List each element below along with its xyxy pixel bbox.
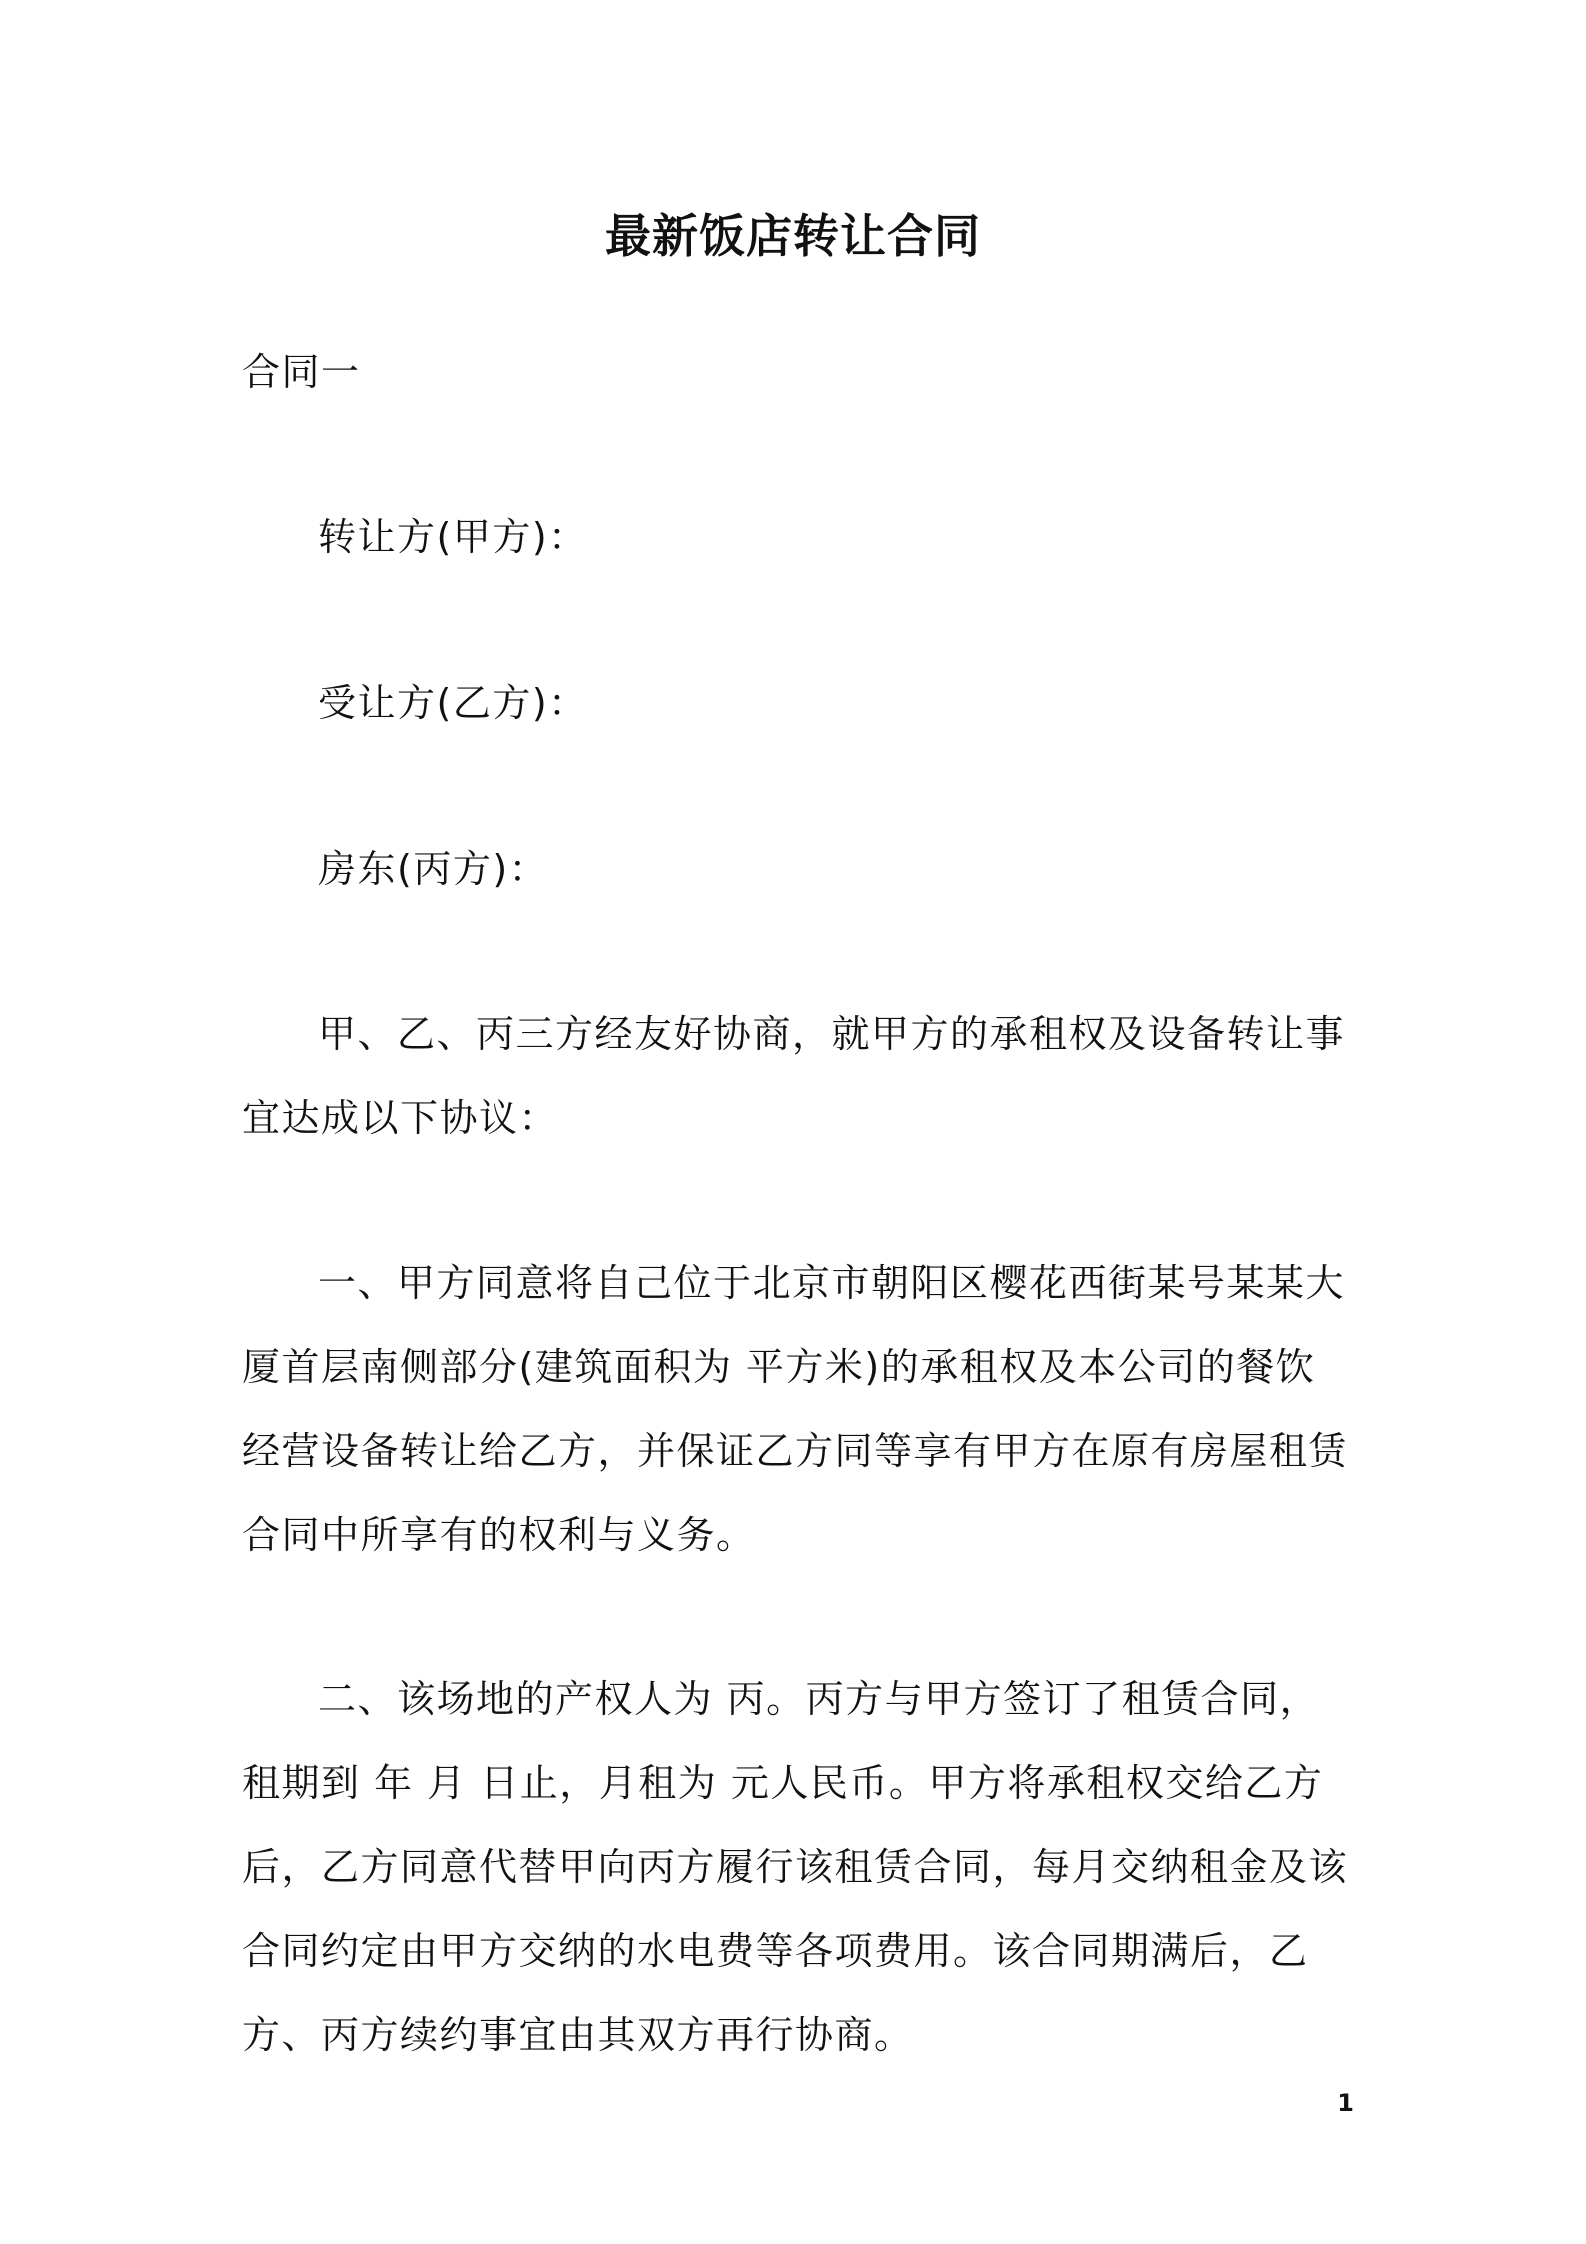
section-heading: 合同一 [242,350,361,394]
intro-paragraph: 甲、乙、丙三方经友好协商，就甲方的承租权及设备转让事宜达成以下协议： [242,1012,1346,1140]
party-transferor-line: 转让方(甲方)： [318,515,588,559]
clause-1-paragraph: 一、甲方同意将自己位于北京市朝阳区樱花西街某号某某大厦首层南侧部分(建筑面积为 平方米)的承租权及本公司的餐饮经营设备转让给乙方，并保证乙方同等享有甲方在原有房屋租赁合同中所享有的权利与义务。 [242,1261,1349,1557]
party-landlord-line: 房东(丙方)： [318,847,549,891]
page-number: 1 [1337,2089,1354,2117]
document-title: 最新饭店转让合同 [605,209,981,263]
party-transferee-line: 受让方(乙方)： [318,681,588,725]
clause-2-paragraph: 二、该场地的产权人为 丙。丙方与甲方签订了租赁合同，租期到 年 月 日止，月租为 元人民币。甲方将承租权交给乙方后，乙方同意代替甲向丙方履行该租赁合同，每月交纳租金及该合同约定由甲方交纳的水电费等各项费用。该合同期满后，乙方、丙方续约事宜由其双方再行协商。 [242,1677,1349,2057]
